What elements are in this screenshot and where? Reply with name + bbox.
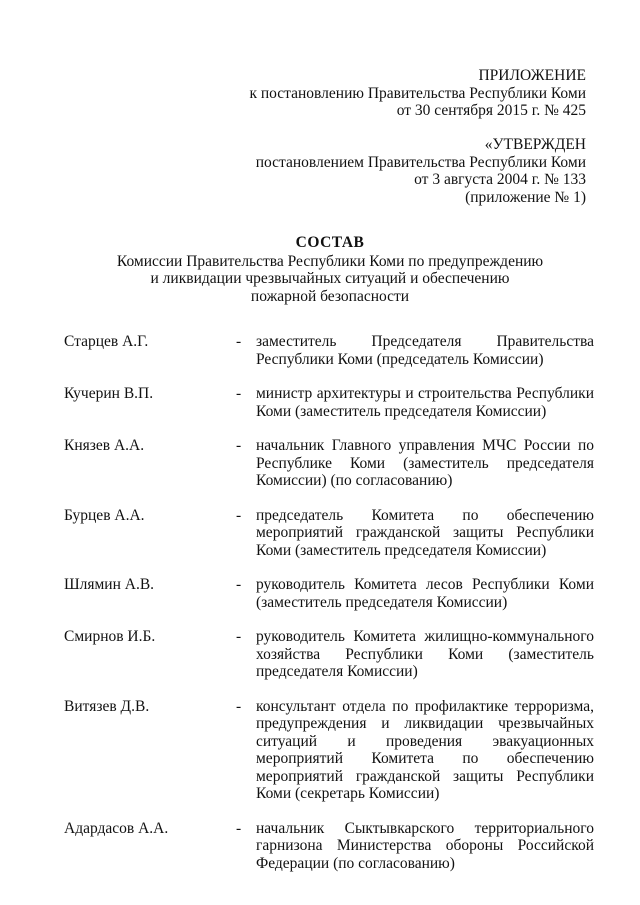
member-row [64, 385, 594, 420]
member-dash: - [236, 385, 242, 402]
member-name: Адардасов А.А. [64, 819, 169, 837]
members-list [64, 333, 594, 889]
member-row [64, 507, 594, 560]
member-row [64, 628, 594, 681]
member-role: руководитель Комитета лесов Республики Коми (заместитель председателя Комиссии) [256, 576, 594, 611]
member-name: Бурцев А.А. [64, 506, 145, 524]
title-line-3: пожарной безопасности [250, 287, 410, 305]
member-role: заместитель Председателя Правительства Республики Коми (председатель Комиссии) [256, 333, 594, 368]
member-dash: - [236, 697, 242, 715]
member-name: Старцев А.Г. [64, 333, 149, 350]
member-role: председатель Комитета по обеспечению мероприятий гражданской защиты Республики Коми (заместитель председателя Комиссии) [256, 506, 594, 559]
member-dash: - [236, 819, 242, 837]
member-name: Кучерин В.П. [64, 385, 154, 402]
title-line-2: и ликвидации чрезвычайных ситуаций и обеспечению [150, 270, 510, 287]
member-role: начальник Сыктывкарского территориального гарнизона Министерства обороны Российской Федерации (по согласованию) [256, 819, 594, 872]
approved-header [256, 136, 586, 206]
appendix-date: от 30 сентября 2015 г. № 425 [396, 102, 586, 119]
member-name: Шлямин А.В. [64, 576, 155, 593]
member-row [64, 333, 594, 368]
member-name: Витязев Д.В. [64, 697, 150, 715]
appendix-resolution: к постановлению Правительства Республики Коми [249, 84, 586, 102]
member-dash: - [236, 506, 242, 524]
title-line-1: Комиссии Правительства Республики Коми по предупреждению [116, 252, 544, 270]
title-main: СОСТАВ [295, 234, 365, 251]
member-role: начальник Главного управления МЧС России по Республике Коми (заместитель председателя Комиссии) (по согласованию) [256, 437, 594, 489]
member-role: руководитель Комитета жилищно-коммунального хозяйства Республики Коми (заместитель председателя Комиссии) [256, 628, 594, 680]
member-row [64, 698, 594, 803]
document-title [90, 234, 570, 305]
approved-resolution: постановлением Правительства Республики Коми [255, 153, 586, 171]
member-dash: - [236, 576, 242, 593]
member-dash: - [236, 628, 242, 645]
member-dash: - [236, 437, 242, 454]
approved-appendix-number: (приложение № 1) [465, 188, 586, 206]
member-row [64, 437, 594, 490]
member-row [64, 820, 594, 873]
member-row [64, 576, 594, 611]
member-dash: - [236, 333, 242, 350]
approved-label: «УТВЕРЖДЕН [484, 136, 586, 153]
appendix-header [249, 67, 586, 120]
member-name: Смирнов И.Б. [64, 628, 156, 645]
member-role: министр архитектуры и строительства Республики Коми (заместитель председателя Комиссии) [256, 385, 594, 420]
appendix-label: ПРИЛОЖЕНИЕ [478, 67, 586, 84]
approved-date: от 3 августа 2004 г. № 133 [414, 171, 586, 188]
member-role: консультант отдела по профилактике терроризма, предупреждения и ликвидации чрезвычайных ситуаций и проведения эвакуационных мероприятий Комитета по обеспечению мероприятий гражданской защиты Республики Коми (секретарь Комиссии) [256, 697, 594, 802]
member-name: Князев А.А. [64, 437, 145, 454]
